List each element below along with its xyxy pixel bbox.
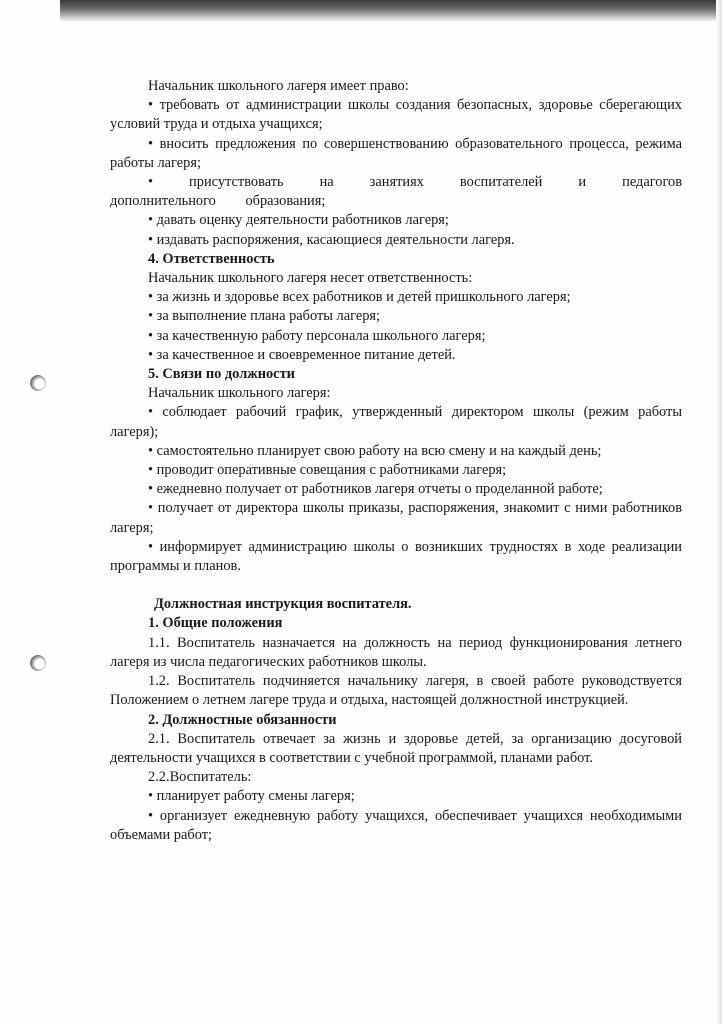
paragraph: Начальник школьного лагеря: (148, 385, 331, 402)
section-heading-responsibility: 4. Ответственность (148, 250, 275, 267)
list-item: • самостоятельно планирует свою работу на всю смену и на каждый день; (148, 442, 602, 459)
punch-hole-lower (30, 655, 46, 671)
list-item: • организует ежедневную работу учащихся, обеспечивает учащихся необходимыми объемами работ; (110, 807, 682, 843)
blank-line (110, 576, 682, 595)
paragraph: 1.2. Воспитатель подчиняется начальнику лагеря, в своей работе руководствуется Положением о летнем лагере труда и отдыха, настоящей должностной инструкцией. (110, 673, 682, 709)
list-item: • требовать от администрации школы создания безопасных, здоровье сберегающих условий труда и отдыха учащихся; (110, 97, 682, 133)
document-body (110, 77, 682, 845)
punch-hole-upper (30, 375, 46, 391)
list-item: • соблюдает рабочий график, утвержденный директором школы (режим работы лагеря); (110, 404, 682, 440)
scan-shadow-top (60, 0, 722, 22)
list-item: • информирует администрацию школы о возникших трудностях в ходе реализации программы и планов. (110, 538, 682, 575)
list-item: • за выполнение плана работы лагеря; (148, 308, 381, 325)
document-title-educator: Должностная инструкция воспитателя. (154, 596, 412, 613)
section-heading-general: 1. Общие положения (148, 615, 283, 632)
section-heading-duties: 2. Должностные обязанности (148, 711, 337, 728)
list-item: • получает от директора школы приказы, распоряжения, знакомит с ними работников лагеря; (110, 500, 682, 536)
list-item: • давать оценку деятельности работников лагеря; (148, 212, 449, 229)
paragraph: 2.1. Воспитатель отвечает за жизнь и здоровье детей, за организацию досуговой деятельности учащихся в соответствии с учебной программой, планами работ. (110, 730, 682, 766)
list-item: • проводит оперативные совещания с работниками лагеря; (148, 462, 507, 479)
section-heading-relations: 5. Связи по должности (148, 366, 295, 383)
list-item: • за жизнь и здоровье всех работников и детей пришкольного лагеря; (148, 289, 571, 306)
list-item: • вносить предложения по совершенствованию образовательного процесса, режима работы лагеря; (110, 135, 682, 171)
scan-shadow-right (716, 0, 722, 1024)
list-item: • ежедневно получает от работников лагеря отчеты о проделанной работе; (148, 481, 603, 498)
list-item: • за качественное и своевременное питание детей. (148, 346, 456, 363)
paragraph: Начальник школьного лагеря несет ответственность: (148, 270, 473, 287)
list-item: • присутствовать на занятиях воспитателей и педагогов дополнительного образования; (110, 174, 682, 210)
paragraph: 1.1. Воспитатель назначается на должность на период функционирования летнего лагеря из числа педагогических работников школы. (110, 634, 682, 670)
list-item: • издавать распоряжения, касающиеся деятельности лагеря. (148, 231, 515, 248)
list-item: • за качественную работу персонала школьного лагеря; (148, 327, 486, 344)
paragraph: 2.2.Воспитатель: (148, 769, 252, 786)
list-item: • планирует работу смены лагеря; (148, 788, 355, 805)
paragraph: Начальник школьного лагеря имеет право: (148, 78, 409, 94)
